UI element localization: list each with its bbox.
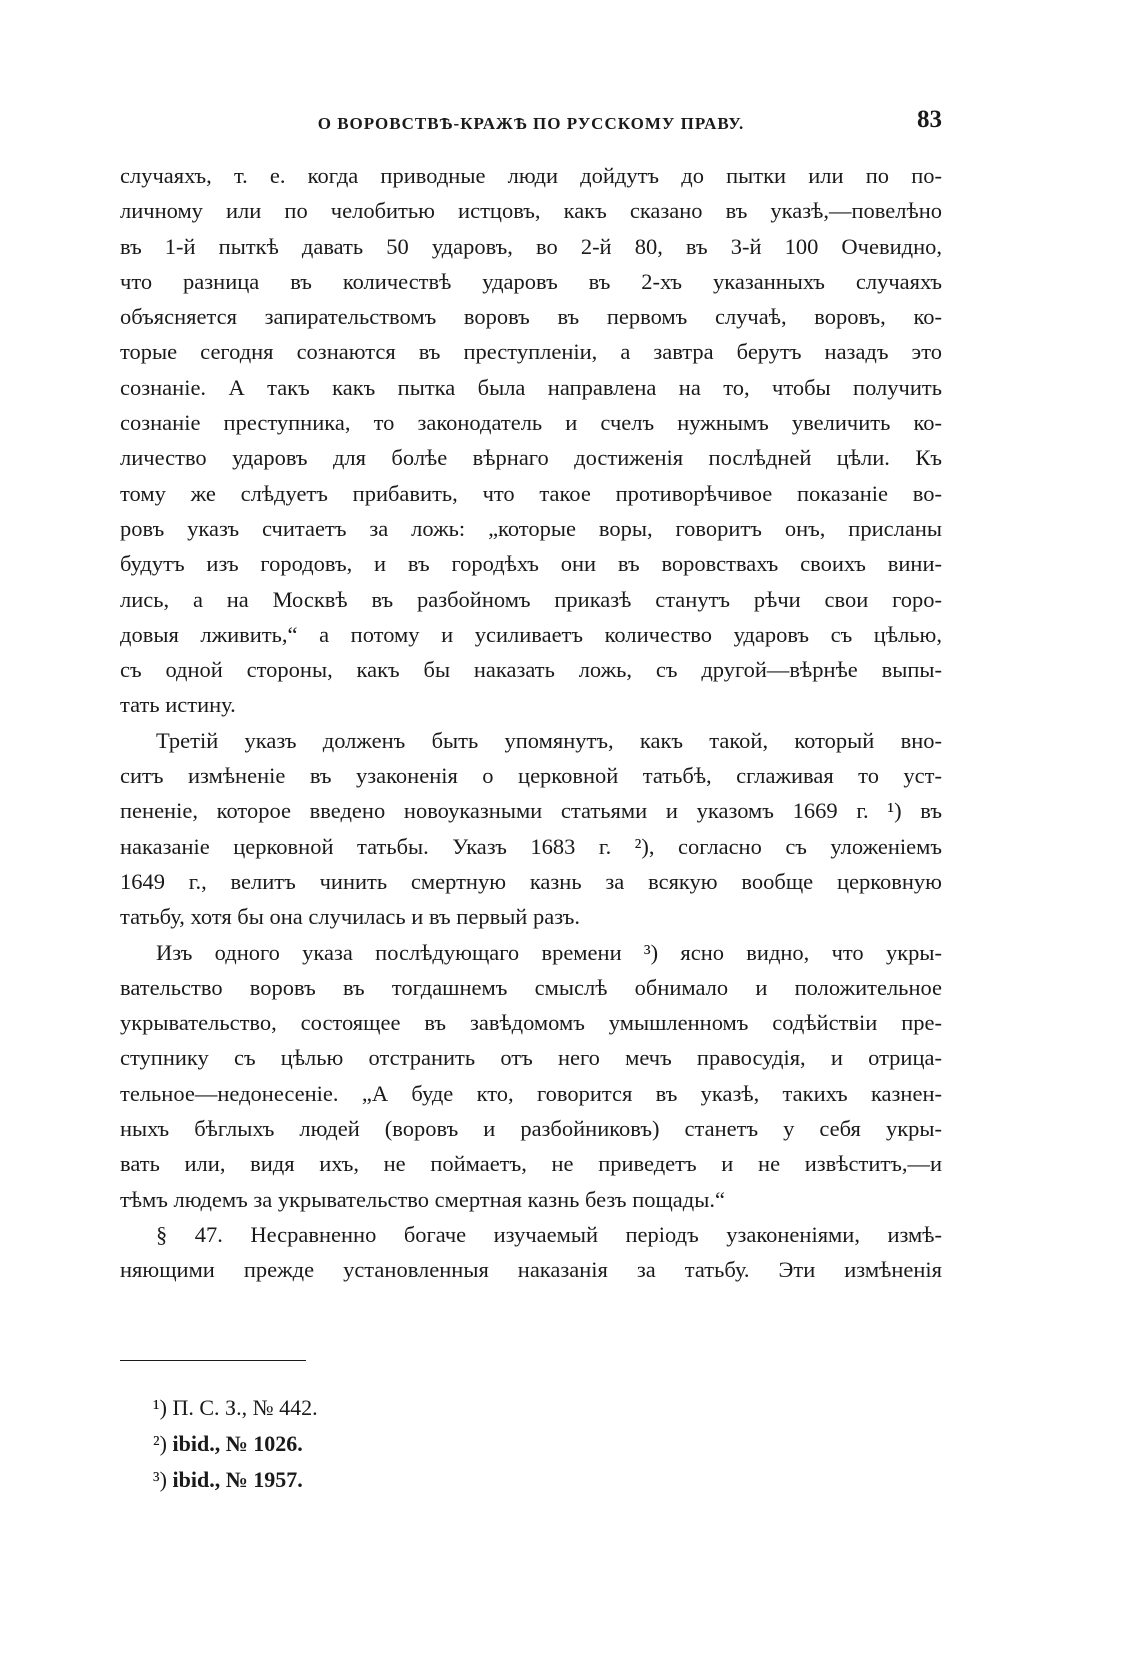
footnotes	[153, 1390, 653, 1498]
text-line: Изъ одного указа послѣдующаго времени ³) ясно видно, что укры-	[156, 939, 942, 965]
footnote	[153, 1390, 653, 1426]
text-line: личному или по челобитью истцовъ, какъ сказано въ указѣ,—повелѣно	[120, 198, 942, 224]
footnote-rule	[120, 1360, 306, 1361]
footnote-text: ibid., № 1957.	[172, 1467, 303, 1492]
running-head	[120, 106, 942, 146]
running-title: О ВОРОВСТВѢ-КРАЖѢ ПО РУССКОМУ ПРАВУ.	[317, 114, 745, 133]
text-line: наказаніе церковной татьбы. Указъ 1683 г. ²), согласно съ уложеніемъ	[120, 833, 942, 859]
text-line: няющими прежде установленныя наказанія за татьбу. Эти измѣненія	[120, 1257, 942, 1283]
text-line: личество ударовъ для болѣе вѣрнаго достиженія послѣдней цѣли. Къ	[120, 445, 942, 471]
text-line: § 47. Несравненно богаче изучаемый періодъ узаконеніями, измѣ-	[156, 1221, 942, 1247]
text-line: тать истину.	[120, 692, 236, 718]
text-line: что разница въ количествѣ ударовъ въ 2-хъ указанныхъ случаяхъ	[120, 268, 942, 294]
footnote-mark: ²)	[153, 1431, 167, 1456]
footnote-mark: ³)	[153, 1467, 167, 1492]
text-line: ступнику съ цѣлью отстранить отъ него мечъ правосудія, и отрица-	[120, 1045, 942, 1071]
text-line: съ одной стороны, какъ бы наказать ложь, съ другой—вѣрнѣе выпы-	[120, 657, 942, 683]
text-line: вательство воровъ въ тогдашнемъ смыслѣ обнимало и положительное	[120, 974, 942, 1000]
body-text	[120, 158, 942, 1288]
footnote-text: ibid., № 1026.	[172, 1431, 303, 1456]
text-line: 1649 г., велитъ чинить смертную казнь за всякую вообще церковную	[120, 868, 942, 894]
text-line: вать или, видя ихъ, не поймаетъ, не приведетъ и не извѣститъ,—и	[120, 1151, 942, 1177]
text-line: лись, а на Москвѣ въ разбойномъ приказѣ станутъ рѣчи свои горо-	[120, 586, 942, 612]
text-line: татьбу, хотя бы она случилась и въ первый разъ.	[120, 904, 580, 930]
text-line: торые сегодня сознаются въ преступленіи, а завтра берутъ назадъ это	[120, 339, 942, 365]
text-line: случаяхъ, т. е. когда приводные люди дойдутъ до пытки или по по-	[120, 163, 942, 188]
text-line: ситъ измѣненіе въ узаконенія о церковной татьбѣ, сглаживая то уст-	[120, 763, 942, 789]
text-line: сознаніе. А такъ какъ пытка была направлена на то, чтобы получить	[120, 374, 942, 400]
text-line: тельное—недонесеніе. „А буде кто, говорится въ указѣ, такихъ казнен-	[120, 1080, 942, 1106]
footnote-mark: ¹)	[153, 1395, 167, 1420]
text-line: будутъ изъ городовъ, и въ городѣхъ они въ воровствахъ своихъ вини-	[120, 551, 942, 577]
footnote	[153, 1426, 653, 1462]
text-line: объясняется запирательствомъ воровъ въ первомъ случаѣ, воровъ, ко-	[120, 304, 942, 330]
page-number: 83	[917, 106, 942, 133]
footnote-text: П. С. З., № 442.	[172, 1395, 318, 1420]
text-line: пененіе, которое введено новоуказными статьями и указомъ 1669 г. ¹) въ	[120, 798, 942, 824]
text-line: въ 1-й пыткѣ давать 50 ударовъ, во 2-й 80, въ 3-й 100 Очевидно,	[120, 233, 942, 259]
text-line: сознаніе преступника, то законодатель и счелъ нужнымъ увеличить ко-	[120, 410, 942, 436]
text-line: тому же слѣдуетъ прибавить, что такое противорѣчивое показаніе во-	[120, 480, 942, 506]
text-line: тѣмъ людемъ за укрывательство смертная казнь безъ пощады.“	[120, 1186, 725, 1212]
text-line: ныхъ бѣглыхъ людей (воровъ и разбойниковъ) станетъ у себя укры-	[120, 1116, 942, 1142]
footnote	[153, 1462, 653, 1498]
text-line: Третій указъ долженъ быть упомянутъ, какъ такой, который вно-	[156, 727, 942, 753]
text-line: укрывательство, состоящее въ завѣдомомъ умышленномъ содѣйствіи пре-	[120, 1010, 942, 1036]
text-line: довыя лживить,“ а потому и усиливаетъ количество ударовъ съ цѣлью,	[120, 621, 942, 647]
text-line: ровъ указъ считаетъ за ложь: „которые воры, говоритъ онъ, присланы	[120, 515, 942, 541]
